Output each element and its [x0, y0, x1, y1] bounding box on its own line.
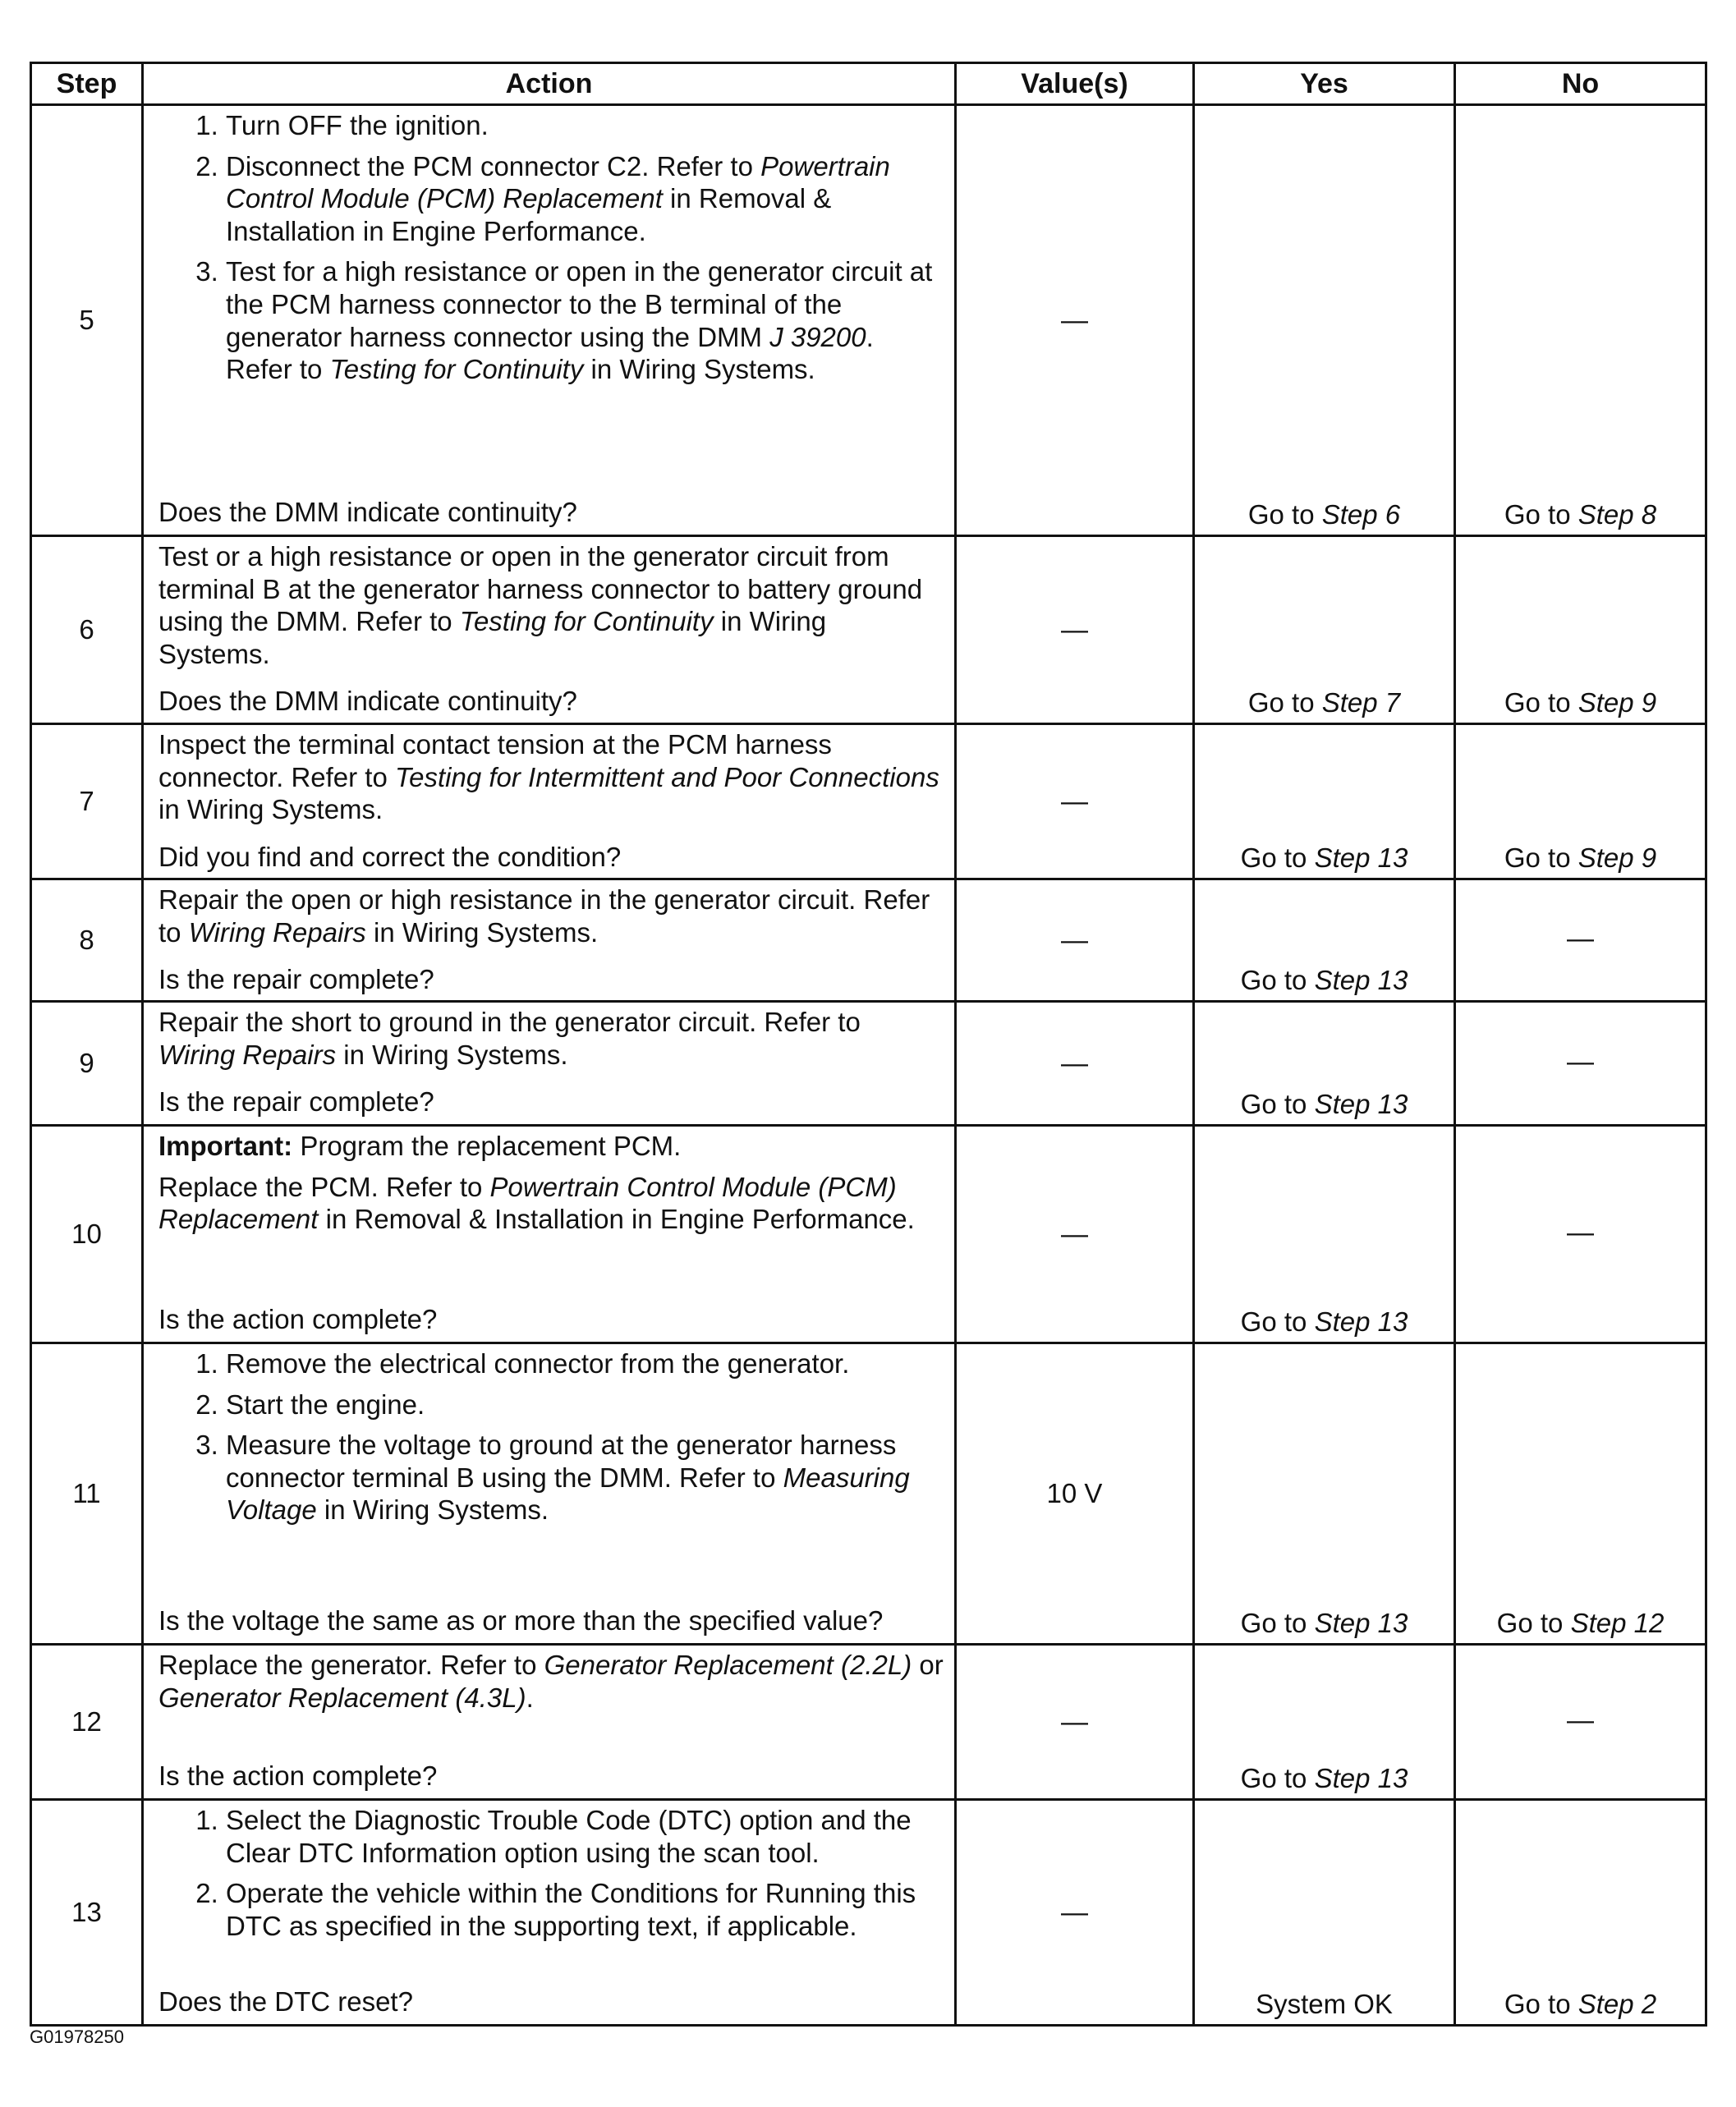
header-yes: Yes — [1194, 63, 1455, 105]
no-result — [1455, 1645, 1706, 1800]
action-instructions — [158, 1347, 944, 1535]
action-question: Does the DMM indicate continuity? — [158, 497, 577, 528]
action-paragraph — [158, 1649, 944, 1714]
value-cell: — — [956, 536, 1194, 724]
table-row — [31, 1645, 1706, 1800]
step-number: 9 — [31, 1002, 143, 1126]
table-row — [31, 1126, 1706, 1343]
value-cell: — — [956, 1645, 1194, 1800]
action-steps-list — [158, 1347, 944, 1526]
go-to-label: Go to — [1504, 499, 1578, 530]
step-number: 13 — [31, 1800, 143, 2026]
yes-result — [1194, 1645, 1455, 1800]
not-applicable-dash: — — [1567, 1705, 1594, 1736]
action-cell — [143, 105, 956, 536]
action-text: Repair the open or high resistance in the generator circuit. Refer to — [158, 884, 930, 948]
action-text: in Wiring Systems. — [365, 916, 599, 948]
value-cell: — — [956, 879, 1194, 1002]
diagnostic-table — [30, 62, 1707, 2027]
action-paragraph — [158, 728, 944, 826]
action-text: Inspect the terminal contact tension at the PCM harness connector. Refer to — [158, 729, 832, 792]
go-to-label: Go to — [1247, 499, 1322, 530]
step-number: 11 — [31, 1343, 143, 1645]
action-question: Does the DMM indicate continuity? — [158, 686, 577, 717]
action-instructions — [158, 884, 944, 957]
go-to-label: Go to — [1240, 842, 1315, 874]
action-step-item — [226, 109, 944, 142]
action-question: Did you find and correct the condition? — [158, 841, 622, 872]
step-number: 12 — [31, 1645, 143, 1800]
no-result — [1455, 1126, 1706, 1343]
step-number: 6 — [31, 536, 143, 724]
action-cell — [143, 879, 956, 1002]
go-to-label: Go to — [1504, 1989, 1578, 2020]
action-step-item — [226, 1389, 944, 1421]
action-instructions — [158, 1649, 944, 1722]
action-question: Is the action complete? — [158, 1760, 438, 1792]
action-step-item — [226, 150, 944, 248]
action-steps-list — [158, 1804, 944, 1942]
action-instructions — [158, 1006, 944, 1079]
action-text: . — [526, 1682, 534, 1713]
table-row — [31, 105, 1706, 536]
no-result — [1455, 1800, 1706, 2026]
yes-result — [1194, 879, 1455, 1002]
header-step: Step — [31, 63, 143, 105]
action-step-item — [226, 1429, 944, 1526]
no-result — [1455, 105, 1706, 536]
action-question: Is the voltage the same as or more than the specified value? — [158, 1605, 884, 1636]
go-to-label: Go to — [1240, 1089, 1315, 1120]
yes-result — [1194, 1126, 1455, 1343]
header-action: Action — [143, 63, 956, 105]
action-text: Test or a high resistance or open in the generator circuit from terminal B at the generator harness connector to battery ground using the DMM. Refer to — [158, 541, 923, 637]
reference-title: Generator Replacement (4.3L) — [158, 1682, 526, 1713]
action-instructions — [158, 540, 944, 678]
yes-result — [1194, 536, 1455, 724]
go-to-label: Go to — [1496, 1608, 1571, 1639]
action-paragraph — [158, 1171, 944, 1236]
yes-result — [1194, 1343, 1455, 1645]
reference-title: J 39200 — [769, 321, 866, 352]
not-applicable-dash: — — [1567, 1217, 1594, 1248]
action-step-item — [226, 1804, 944, 1869]
result-text: System OK — [1256, 1989, 1393, 2020]
reference-title: Wiring Repairs — [158, 1039, 337, 1070]
action-text: Select the Diagnostic Trouble Code (DTC) option and the Clear DTC Information option using the scan tool. — [226, 1805, 912, 1868]
reference-title: Measuring Voltage — [226, 1462, 910, 1526]
table-row — [31, 536, 1706, 724]
step-number: 10 — [31, 1126, 143, 1343]
not-applicable-dash: — — [1567, 1046, 1594, 1077]
action-text: in Wiring Systems. — [316, 1494, 549, 1526]
header-no: No — [1455, 63, 1706, 105]
action-instructions — [158, 728, 944, 834]
important-label: Important: — [158, 1131, 293, 1161]
value-cell: — — [956, 1800, 1194, 2026]
step-link[interactable]: Step 12 — [1570, 1608, 1665, 1639]
go-to-label: Go to — [1247, 687, 1322, 718]
reference-title: Testing for Continuity — [459, 606, 714, 637]
no-result — [1455, 879, 1706, 1002]
action-text: Repair the short to ground in the generator circuit. Refer to — [158, 1007, 861, 1037]
action-text: Operate the vehicle within the Conditions for Running this DTC as specified in the supporting text, if applicable. — [226, 1878, 916, 1941]
step-link[interactable]: Step 9 — [1578, 842, 1657, 874]
step-link[interactable]: Step 9 — [1578, 687, 1657, 718]
go-to-label: Go to — [1240, 1763, 1315, 1794]
action-instructions — [158, 1130, 944, 1244]
action-question: Does the DTC reset? — [158, 1986, 413, 2017]
action-text: in Wiring Systems. — [336, 1039, 568, 1070]
step-link[interactable]: Step 13 — [1314, 1306, 1408, 1338]
go-to-label: Go to — [1240, 965, 1315, 996]
go-to-label: Go to — [1504, 842, 1578, 874]
step-link[interactable]: Step 7 — [1321, 687, 1401, 718]
reference-title: Testing for Intermittent and Poor Connections — [395, 761, 939, 792]
action-text: or — [912, 1650, 944, 1680]
action-text: Replace the generator. Refer to — [158, 1650, 544, 1680]
action-question: Is the repair complete? — [158, 1086, 434, 1118]
yes-result — [1194, 1800, 1455, 2026]
action-cell — [143, 536, 956, 724]
action-step-item — [226, 1877, 944, 1942]
action-instructions — [158, 109, 944, 394]
action-instructions — [158, 1804, 944, 1950]
value-cell: 10 V — [956, 1343, 1194, 1645]
go-to-label: Go to — [1504, 687, 1578, 718]
action-text: Start the engine. — [226, 1389, 425, 1420]
step-link[interactable]: Step 6 — [1321, 499, 1401, 530]
step-link[interactable]: Step 13 — [1314, 842, 1408, 874]
action-paragraph — [158, 1130, 944, 1163]
step-link[interactable]: Step 13 — [1314, 1608, 1408, 1639]
reference-title: Powertrain Control Module (PCM) Replacement — [226, 150, 890, 214]
action-paragraph — [158, 540, 944, 670]
action-step-item — [226, 1347, 944, 1380]
action-step-item — [226, 255, 944, 385]
no-result — [1455, 1002, 1706, 1126]
action-text: Replace the PCM. Refer to — [158, 1171, 490, 1202]
step-link[interactable]: Step 13 — [1314, 1763, 1408, 1794]
figure-id: G01978250 — [30, 2027, 124, 2047]
step-number: 7 — [31, 724, 143, 879]
no-result — [1455, 536, 1706, 724]
step-link[interactable]: Step 13 — [1314, 1089, 1408, 1120]
table-row — [31, 1002, 1706, 1126]
table-row — [31, 879, 1706, 1002]
reference-title: Generator Replacement (2.2L) — [544, 1650, 912, 1680]
action-paragraph — [158, 884, 944, 948]
action-text: in Wiring Systems. — [158, 794, 383, 825]
yes-result — [1194, 1002, 1455, 1126]
table-row — [31, 1800, 1706, 2026]
table-row — [31, 1343, 1706, 1645]
step-link[interactable]: Step 8 — [1578, 499, 1657, 530]
action-text: in Wiring Systems. — [158, 606, 827, 669]
action-cell — [143, 1126, 956, 1343]
action-text: Program the replacement PCM. — [292, 1131, 682, 1161]
header-values: Value(s) — [956, 63, 1194, 105]
table-body — [31, 105, 1706, 2026]
yes-result — [1194, 724, 1455, 879]
action-cell — [143, 1343, 956, 1645]
step-number: 8 — [31, 879, 143, 1002]
table-row — [31, 724, 1706, 879]
action-text: . Refer to — [226, 321, 874, 385]
go-to-label: Go to — [1240, 1608, 1315, 1639]
action-cell — [143, 1800, 956, 2026]
action-paragraph — [158, 1006, 944, 1071]
not-applicable-dash: — — [1567, 923, 1594, 954]
action-cell — [143, 724, 956, 879]
step-link[interactable]: Step 2 — [1578, 1989, 1657, 2020]
action-text: in Wiring Systems. — [583, 354, 815, 385]
value-cell: — — [956, 1002, 1194, 1126]
action-text: Disconnect the PCM connector C2. Refer to — [226, 150, 761, 181]
go-to-label: Go to — [1240, 1306, 1315, 1338]
action-text: Test for a high resistance or open in the generator circuit at the PCM harness connector to the B terminal of the generator harness connector using the DMM — [226, 256, 933, 352]
value-cell: — — [956, 1126, 1194, 1343]
no-result — [1455, 724, 1706, 879]
action-text: Measure the voltage to ground at the generator harness connector terminal B using the DMM. Refer to — [226, 1430, 897, 1493]
value-cell: — — [956, 105, 1194, 536]
action-text: Turn OFF the ignition. — [226, 110, 489, 140]
yes-result — [1194, 105, 1455, 536]
reference-title: Wiring Repairs — [188, 916, 366, 948]
table-header-row — [31, 63, 1706, 105]
action-cell — [143, 1645, 956, 1800]
reference-title: Testing for Continuity — [329, 354, 584, 385]
value-cell: — — [956, 724, 1194, 879]
action-cell — [143, 1002, 956, 1126]
reference-title: Powertrain Control Module (PCM) Replacement — [158, 1171, 897, 1235]
action-question: Is the action complete? — [158, 1304, 438, 1335]
action-text: Remove the electrical connector from the generator. — [226, 1348, 850, 1379]
action-steps-list — [158, 109, 944, 386]
action-question: Is the repair complete? — [158, 964, 434, 995]
step-number: 5 — [31, 105, 143, 536]
no-result — [1455, 1343, 1706, 1645]
action-text: in Removal & Installation in Engine Performance. — [318, 1204, 915, 1235]
action-text: in Removal & Installation in Engine Performance. — [226, 183, 832, 246]
step-link[interactable]: Step 13 — [1314, 965, 1408, 996]
